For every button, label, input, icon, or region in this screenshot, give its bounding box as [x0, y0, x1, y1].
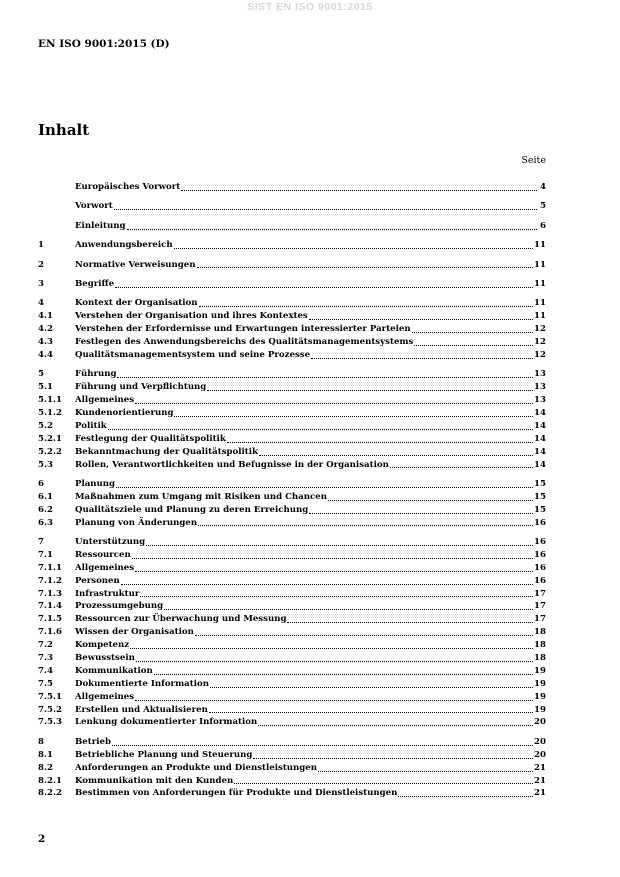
toc-entry-number: 5.2.2 — [38, 446, 62, 457]
dot-leader — [398, 796, 533, 797]
dot-leader — [414, 345, 533, 346]
toc-entry-title: Kundenorientierung — [75, 407, 174, 418]
toc-entry[interactable] — [38, 336, 546, 349]
page-title: Inhalt — [38, 121, 90, 139]
dot-leader — [234, 783, 533, 784]
toc-entry-page: 14 — [534, 446, 546, 457]
dot-leader — [328, 500, 533, 501]
dot-leader — [259, 455, 533, 456]
toc-entry-number: 6.2 — [38, 504, 53, 515]
toc-entry-number: 6.3 — [38, 517, 53, 528]
dot-leader — [195, 635, 533, 636]
dot-leader — [135, 571, 533, 572]
toc-entry-page: 17 — [534, 614, 546, 625]
toc-entry[interactable] — [38, 433, 546, 446]
dot-leader — [121, 584, 533, 585]
toc-entry-title: Prozessumgebung — [75, 601, 164, 612]
toc-entry-title: Infrastruktur — [75, 588, 140, 599]
page-column-label: Seite — [521, 155, 546, 166]
toc-entry-number: 7.1.5 — [38, 614, 62, 625]
toc-entry-number: 7.5 — [38, 678, 53, 689]
dot-leader — [197, 267, 534, 268]
dot-leader — [209, 712, 533, 713]
toc-entry-number: 5.2 — [38, 420, 53, 431]
toc-entry-number: 7.1 — [38, 549, 53, 560]
toc-entry-page: 20 — [534, 736, 546, 747]
dot-leader — [116, 487, 533, 488]
toc-entry-title: Kommunikation mit den Kunden — [75, 775, 234, 786]
toc-entry-title: Maßnahmen zum Umgang mit Risiken und Chancen — [75, 491, 327, 502]
toc-entry-number: 7.1.4 — [38, 601, 62, 612]
toc-group — [38, 536, 546, 729]
toc-entry-title: Unterstützung — [75, 536, 146, 547]
toc-entry-title: Qualitätsmanagementsystem und seine Prozesse — [75, 349, 311, 360]
toc-entry-page: 14 — [534, 433, 546, 444]
toc-entry[interactable] — [38, 704, 546, 717]
toc-entry-page: 5 — [540, 201, 546, 212]
toc-entry[interactable] — [38, 459, 546, 472]
toc-entry-page: 12 — [534, 324, 546, 335]
toc-entry-page: 18 — [534, 627, 546, 638]
toc-entry-page: 18 — [534, 640, 546, 651]
toc-entry-title: Bekanntmachung der Qualitätspolitik — [75, 446, 258, 457]
toc-entry-title: Politik — [75, 420, 107, 431]
toc-entry-number: 7.1.1 — [38, 562, 62, 573]
dot-leader — [108, 429, 533, 430]
toc-entry[interactable] — [38, 749, 546, 762]
toc-entry-number: 7.5.1 — [38, 691, 62, 702]
toc-entry-number: 7.2 — [38, 640, 53, 651]
toc-entry-title: Planung von Änderungen — [75, 517, 198, 528]
dot-leader — [253, 758, 533, 759]
dot-leader — [311, 358, 533, 359]
toc-entry[interactable] — [38, 259, 546, 272]
dot-leader — [227, 442, 533, 443]
toc-entry-number: 6 — [38, 478, 44, 489]
toc-group — [38, 368, 546, 471]
toc-entry-page: 19 — [534, 678, 546, 689]
toc-entry-page: 16 — [534, 562, 546, 573]
toc-entry-number: 5.2.1 — [38, 433, 62, 444]
toc-entry-number: 7.1.6 — [38, 627, 62, 638]
dot-leader — [174, 416, 533, 417]
toc-entry-number: 5.3 — [38, 459, 53, 470]
toc-entry[interactable] — [38, 517, 546, 530]
dot-leader — [127, 229, 537, 230]
toc-entry-title: Rollen, Verantwortlichkeiten und Befugnisse in der Organisation — [75, 459, 389, 470]
toc-entry[interactable] — [38, 575, 546, 588]
toc-entry-number: 4.3 — [38, 337, 53, 347]
toc-entry-number: 7.4 — [38, 665, 53, 676]
toc-entry-title: Kontext der Organisation — [75, 298, 198, 309]
toc-entry[interactable] — [38, 420, 546, 433]
dot-leader — [210, 687, 533, 688]
dot-leader — [130, 648, 533, 649]
toc-entry-number: 5.1.1 — [38, 395, 62, 406]
toc-entry-number: 7.5.3 — [38, 717, 62, 728]
toc-entry-number: 5 — [38, 369, 44, 380]
dot-leader — [199, 306, 534, 307]
toc-entry[interactable] — [38, 368, 546, 381]
toc-entry[interactable] — [38, 678, 546, 691]
toc-entry-number: 8.2.1 — [38, 775, 62, 786]
dot-leader — [140, 596, 533, 597]
toc-entry-page: 14 — [534, 459, 546, 470]
toc-entry-page: 11 — [534, 278, 546, 289]
toc-entry-page: 13 — [534, 369, 546, 380]
toc-entry[interactable] — [38, 349, 546, 362]
toc-entry-title: Europäisches Vorwort — [75, 181, 181, 192]
toc-entry-title: Festlegung der Qualitätspolitik — [75, 433, 226, 444]
dot-leader — [181, 190, 537, 191]
toc-group — [38, 200, 546, 213]
dot-leader — [309, 319, 533, 320]
dot-leader — [258, 725, 533, 726]
dot-leader — [164, 609, 533, 610]
toc-entry-page: 21 — [534, 788, 546, 799]
toc-entry-page: 16 — [534, 549, 546, 560]
dot-leader — [135, 700, 533, 701]
dot-leader — [136, 661, 533, 662]
toc-entry-number: 4.2 — [38, 324, 53, 335]
toc-entry-title: Planung — [75, 478, 116, 489]
toc-entry[interactable] — [38, 394, 546, 407]
toc-group — [38, 478, 546, 530]
toc-entry-page: 12 — [534, 337, 546, 347]
toc-entry[interactable] — [38, 407, 546, 420]
toc-entry[interactable] — [38, 652, 546, 665]
dot-leader — [287, 622, 533, 623]
toc-entry-page: 11 — [534, 259, 546, 270]
toc-entry[interactable] — [38, 504, 546, 517]
toc-entry-page: 12 — [534, 349, 546, 360]
toc-entry-title: Begriffe — [75, 278, 115, 289]
toc-entry-page: 13 — [534, 382, 546, 393]
toc-entry[interactable] — [38, 491, 546, 504]
dot-leader — [115, 287, 533, 288]
toc-entry-title: Allgemeines — [75, 395, 135, 406]
toc-entry[interactable] — [38, 736, 546, 749]
toc-entry-number: 4.1 — [38, 311, 53, 322]
toc-entry[interactable] — [38, 775, 546, 788]
toc-entry-number: 4 — [38, 298, 44, 309]
dot-leader — [112, 745, 533, 746]
toc-entry-title: Allgemeines — [75, 562, 135, 573]
toc-entry-page: 17 — [534, 588, 546, 599]
watermark: SIST EN ISO 9001:2015 — [247, 1, 373, 13]
toc-entry-title: Ressourcen zur Überwachung und Messung — [75, 614, 287, 625]
toc-entry-title: Erstellen und Aktualisieren — [75, 704, 208, 715]
toc-entry-title: Anwendungsbereich — [75, 240, 173, 251]
toc-entry[interactable] — [38, 716, 546, 729]
toc-entry-title: Lenkung dokumentierter Information — [75, 717, 258, 728]
toc-entry-page: 17 — [534, 601, 546, 612]
toc-entry-page: 16 — [534, 517, 546, 528]
toc-entry-title: Betriebliche Planung und Steuerung — [75, 749, 253, 760]
toc-entry-page: 11 — [534, 311, 546, 322]
dot-leader — [390, 467, 533, 468]
toc-entry[interactable] — [38, 478, 546, 491]
toc-entry[interactable] — [38, 278, 546, 291]
toc-entry-number: 7.1.2 — [38, 575, 62, 586]
toc-group — [38, 220, 546, 233]
toc-entry-title: Einleitung — [75, 220, 126, 231]
toc-entry-number: 7.1.3 — [38, 588, 62, 599]
toc-entry-number: 7.5.2 — [38, 704, 62, 715]
toc-entry-title: Anforderungen an Produkte und Dienstleistungen — [75, 762, 318, 773]
toc-entry-title: Festlegen des Anwendungsbereichs des Qualitätsmanagementsystems — [75, 337, 414, 347]
toc-entry-page: 14 — [534, 407, 546, 418]
dot-leader — [117, 377, 533, 378]
toc-entry[interactable] — [38, 691, 546, 704]
toc-entry-number: 5.1.2 — [38, 407, 62, 418]
toc-entry[interactable] — [38, 665, 546, 678]
toc-entry-page: 21 — [534, 775, 546, 786]
toc-entry[interactable] — [38, 297, 546, 310]
toc-entry-title: Kompetenz — [75, 640, 130, 651]
toc-entry-title: Führung und Verpflichtung — [75, 382, 207, 393]
toc-entry-title: Verstehen der Erfordernisse und Erwartungen interessierter Parteien — [75, 324, 411, 335]
toc-entry-number: 3 — [38, 278, 44, 289]
toc-entry-number: 8.2 — [38, 762, 53, 773]
toc-entry[interactable] — [38, 381, 546, 394]
toc-entry[interactable] — [38, 220, 546, 233]
toc-entry-page: 15 — [534, 504, 546, 515]
toc-entry[interactable] — [38, 549, 546, 562]
toc-entry-number: 7.3 — [38, 652, 53, 663]
toc-entry-title: Allgemeines — [75, 691, 135, 702]
toc-entry-title: Kommunikation — [75, 665, 153, 676]
toc-entry[interactable] — [38, 762, 546, 775]
toc-entry-page: 20 — [534, 749, 546, 760]
toc-entry-page: 19 — [534, 691, 546, 702]
toc-entry-number: 1 — [38, 240, 44, 251]
dot-leader — [207, 390, 533, 391]
toc-entry-title: Verstehen der Organisation und ihres Kontextes — [75, 311, 308, 322]
toc-entry-page: 4 — [540, 181, 546, 192]
toc-entry-number: 8.1 — [38, 749, 53, 760]
toc-group — [38, 297, 546, 361]
toc-entry-page: 11 — [534, 298, 546, 309]
dot-leader — [198, 525, 533, 526]
toc-group — [38, 239, 546, 252]
dot-leader — [412, 332, 533, 333]
toc-entry-page: 21 — [534, 762, 546, 773]
toc-entry-number: 5.1 — [38, 382, 53, 393]
dot-leader — [114, 209, 537, 210]
table-of-contents — [38, 181, 546, 807]
toc-entry-number: 7 — [38, 536, 44, 547]
toc-entry-title: Wissen der Organisation — [75, 627, 194, 638]
dot-leader — [135, 403, 533, 404]
toc-entry-number: 8.2.2 — [38, 788, 62, 799]
toc-entry[interactable] — [38, 639, 546, 652]
toc-entry-page: 15 — [534, 478, 546, 489]
toc-entry[interactable] — [38, 200, 546, 213]
dot-leader — [318, 771, 533, 772]
dot-leader — [132, 558, 533, 559]
toc-group — [38, 278, 546, 291]
toc-entry[interactable] — [38, 239, 546, 252]
toc-entry-number: 8 — [38, 736, 44, 747]
dot-leader — [174, 248, 533, 249]
toc-entry[interactable] — [38, 562, 546, 575]
toc-entry-number: 2 — [38, 259, 44, 270]
toc-entry-page: 13 — [534, 395, 546, 406]
toc-entry-page: 19 — [534, 665, 546, 676]
toc-entry[interactable] — [38, 446, 546, 459]
toc-entry[interactable] — [38, 588, 546, 601]
toc-group — [38, 736, 546, 800]
toc-entry[interactable] — [38, 323, 546, 336]
dot-leader — [146, 545, 533, 546]
toc-entry[interactable] — [38, 536, 546, 549]
toc-entry[interactable] — [38, 787, 546, 800]
toc-entry-page: 15 — [534, 491, 546, 502]
document-id: EN ISO 9001:2015 (D) — [38, 38, 170, 50]
toc-entry-number: 6.1 — [38, 491, 53, 502]
dot-leader — [309, 513, 533, 514]
toc-entry-page: 20 — [534, 717, 546, 728]
toc-entry-page: 11 — [534, 240, 546, 251]
toc-entry[interactable] — [38, 310, 546, 323]
toc-entry-title: Vorwort — [75, 201, 113, 212]
dot-leader — [154, 674, 533, 675]
toc-entry-page: 6 — [540, 220, 546, 231]
toc-entry-title: Betrieb — [75, 736, 111, 747]
toc-entry-page: 18 — [534, 652, 546, 663]
toc-entry-title: Personen — [75, 575, 120, 586]
toc-entry[interactable] — [38, 626, 546, 639]
toc-entry-title: Bewusstsein — [75, 652, 135, 663]
toc-entry-page: 19 — [534, 704, 546, 715]
toc-entry[interactable] — [38, 181, 546, 194]
toc-entry-number: 4.4 — [38, 349, 53, 360]
toc-group — [38, 259, 546, 272]
page-number: 2 — [38, 833, 46, 845]
toc-entry-title: Führung — [75, 369, 117, 380]
toc-entry-page: 14 — [534, 420, 546, 431]
toc-entry-title: Normative Verweisungen — [75, 259, 196, 270]
toc-group — [38, 181, 546, 194]
toc-entry-page: 16 — [534, 575, 546, 586]
toc-entry-title: Dokumentierte Information — [75, 678, 209, 689]
toc-entry-title: Bestimmen von Anforderungen für Produkte und Dienstleistungen — [75, 788, 398, 799]
toc-entry-title: Qualitätsziele und Planung zu deren Erreichung — [75, 504, 309, 515]
toc-entry-page: 16 — [534, 536, 546, 547]
toc-entry-title: Ressourcen — [75, 549, 131, 560]
toc-entry[interactable] — [38, 613, 546, 626]
toc-entry[interactable] — [38, 600, 546, 613]
